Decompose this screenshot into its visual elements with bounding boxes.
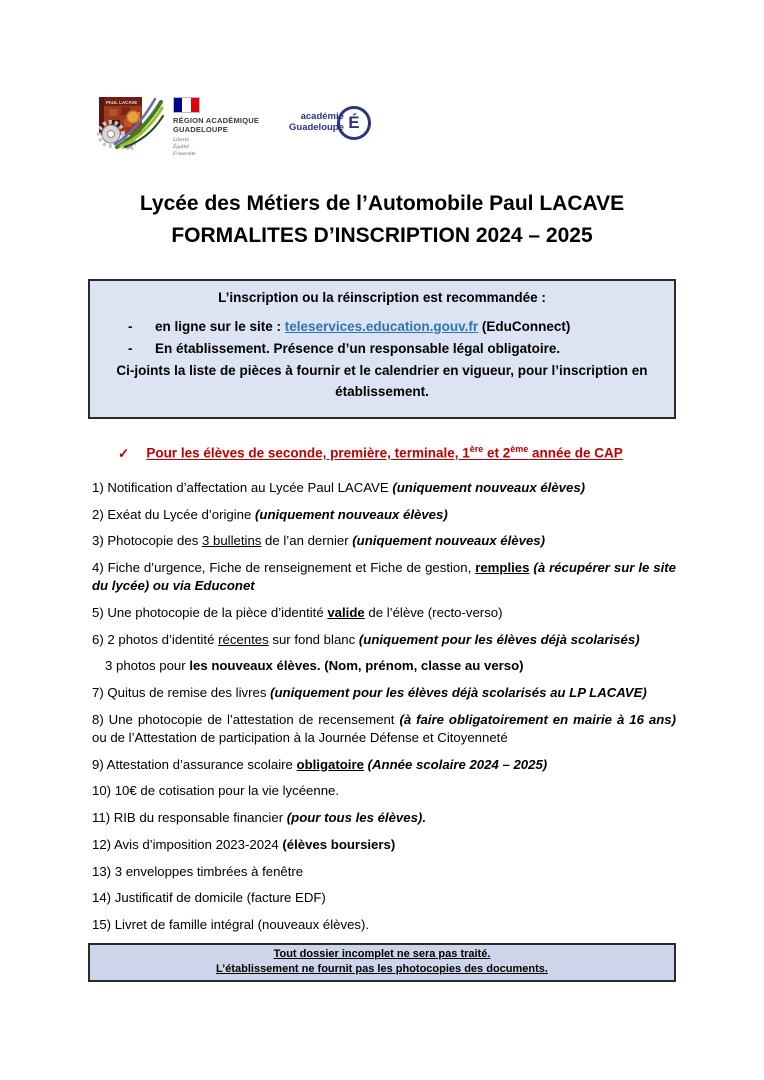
bullet-dash: - <box>128 340 133 356</box>
academy-logo-line2: Guadeloupe <box>289 122 344 133</box>
checklist-item: 2) Exéat du Lycée d’origine (uniquement nouveaux élèves) <box>92 506 448 522</box>
checklist-item: 3 photos pour les nouveaux élèves. (Nom, prénom, classe au verso) <box>105 658 524 674</box>
academy-logo-line1: académie <box>300 111 344 123</box>
info-box <box>88 279 676 420</box>
info-box-closing: Ci-joints la liste de pièces à fournir et le calendrier en vigueur, pour l’inscription en établissement. <box>116 363 648 400</box>
checklist-item: 12) Avis d’imposition 2023-2024 (élèves boursiers) <box>92 836 396 852</box>
checklist-item: 3) Photocopie des 3 bulletins de l’an dernier (uniquement nouveaux élèves) <box>92 533 546 549</box>
checklist-item: 8) Une photocopie de l’attestation de recensement (à faire obligatoirement en mairie à 16 ans) ou de l’Attestation de participation à la Journée Défense et Citoyenneté <box>92 711 676 746</box>
info-box-heading: L’inscription ou la réinscription est recommandée : <box>218 289 546 305</box>
svg-text:PAUL LACAVE: PAUL LACAVE <box>106 100 138 105</box>
page-title <box>0 188 764 253</box>
school-logo-icon <box>97 94 165 150</box>
motto-egalite: Égalité <box>173 143 189 150</box>
title-line-1: Lycée des Métiers de l’Automobile Paul LACAVE <box>139 191 625 215</box>
footer-line-1: Tout dossier incomplet ne sera pas traité. <box>273 947 491 960</box>
region-logo-line1: RÉGION ACADÉMIQUE <box>173 116 260 125</box>
bullet-dash: - <box>128 318 133 334</box>
checklist-item: 4) Fiche d’urgence, Fiche de renseignement et Fiche de gestion, remplies (à récupérer sur le site du lycée) ou via Educonet <box>92 559 676 594</box>
academy-emblem-icon: É <box>337 106 371 140</box>
checklist-item: 6) 2 photos d’identité récentes sur fond blanc (uniquement pour les élèves déjà scolarisés) <box>92 631 640 647</box>
academy-guadeloupe-logo <box>289 106 371 140</box>
school-logo <box>97 94 165 150</box>
bullet2-text: En établissement. Présence d’un responsable légal obligatoire. <box>155 340 561 356</box>
checklist-item: 7) Quitus de remise des livres (uniquement pour les élèves déjà scolarisés au LP LACAVE) <box>92 685 647 701</box>
motto-liberte: Liberté <box>173 137 189 143</box>
teleservices-link[interactable]: teleservices.education.gouv.fr <box>284 318 479 334</box>
checkmark-icon: ✓ <box>118 445 130 461</box>
academy-logo-text <box>289 112 344 134</box>
bullet1-suffix: (EduConnect) <box>478 318 571 334</box>
checklist-item: 5) Une photocopie de la pièce d’identité valide de l’élève (recto-verso) <box>92 604 503 620</box>
region-motto <box>173 137 265 158</box>
header-logos <box>0 0 764 158</box>
bullet1-prefix: en ligne sur le site : <box>155 318 285 334</box>
checklist-item: 15) Livret de famille intégral (nouveaux élèves). <box>92 917 370 933</box>
motto-fraternite: Fraternité <box>173 150 196 157</box>
section-header-text: Pour les élèves de seconde, première, terminale, 1ère et 2ème année de CAP <box>146 444 623 461</box>
checklist-item: 14) Justificatif de domicile (facture EDF) <box>92 890 326 906</box>
title-line-2: FORMALITES D’INSCRIPTION 2024 – 2025 <box>171 224 593 248</box>
checklist-item: 1) Notification d’affectation au Lycée Paul LACAVE (uniquement nouveaux élèves) <box>92 479 586 495</box>
checklist-item: 9) Attestation d’assurance scolaire obligatoire (Année scolaire 2024 – 2025) <box>92 756 548 772</box>
checklist <box>92 479 676 934</box>
checklist-item: 11) RIB du responsable financier (pour tous les élèves). <box>92 810 426 826</box>
footer-box <box>88 943 676 982</box>
info-bullet-etablissement <box>128 339 662 360</box>
french-flag-icon <box>173 97 200 113</box>
info-bullet-online <box>128 317 662 338</box>
region-academique-logo <box>173 94 265 158</box>
checklist-item: 13) 3 enveloppes timbrées à fenêtre <box>92 863 304 879</box>
region-logo-line2: GUADELOUPE <box>173 125 228 134</box>
checklist-item: 10) 10€ de cotisation pour la vie lycéenne. <box>92 783 340 799</box>
footer-line-2: L’établissement ne fournit pas les photocopies des documents. <box>216 963 548 976</box>
section-header <box>118 444 676 462</box>
